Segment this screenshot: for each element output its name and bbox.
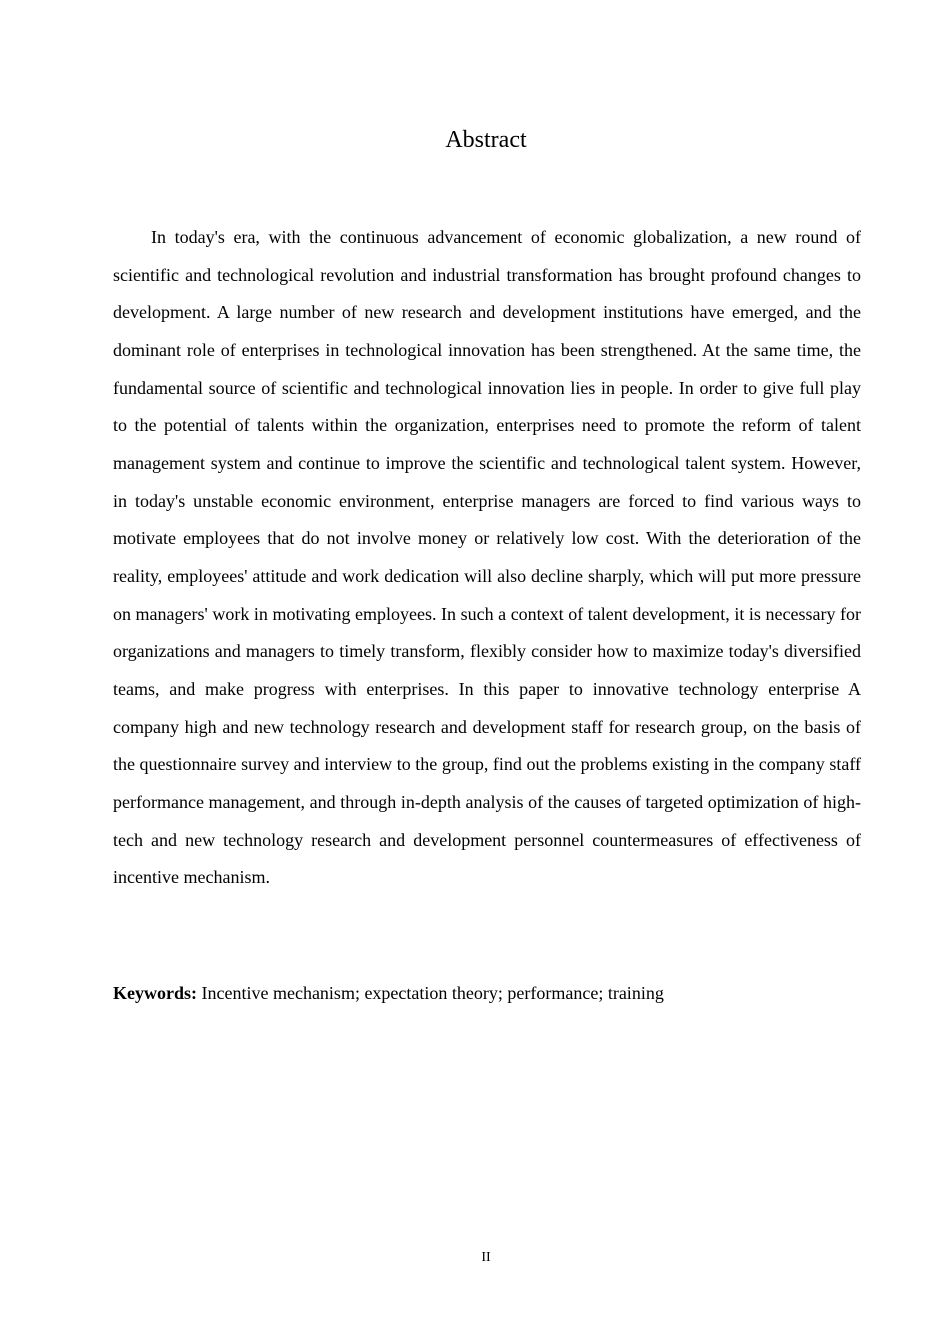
keywords-line: [113, 976, 861, 1010]
page-number: II: [481, 1250, 491, 1265]
keywords-label: Keywords:: [113, 983, 197, 1003]
abstract-body: In today's era, with the continuous advancement of economic globalization, a new round of scientific and technological revolution and industrial transformation has brought profound changes to development. A large number of new research and development institutions have emerged, and the dominant role of enterprises in technological innovation has been strengthened. At the same time, the fundamental source of scientific and technological innovation lies in people. In order to give full play to the potential of talents within the organization, enterprises need to promote the reform of talent management system and continue to improve the scientific and technological talent system. However, in today's unstable economic environment, enterprise managers are forced to find various ways to motivate employees that do not involve money or relatively low cost. With the deterioration of the reality, employees' attitude and work dedication will also decline sharply, which will put more pressure on managers' work in motivating employees. In such a context of talent development, it is necessary for organizations and managers to timely transform, flexibly consider how to maximize today's diversified teams, and make progress with enterprises. In this paper to innovative technology enterprise A company high and new technology research and development staff for research group, on the basis of the questionnaire survey and interview to the group, find out the problems existing in the company staff performance management, and through in-depth analysis of the causes of targeted optimization of high-tech and new technology research and development personnel countermeasures of effectiveness of incentive mechanism.: [113, 227, 861, 888]
abstract-title: Abstract: [445, 127, 527, 153]
keywords-text: Incentive mechanism; expectation theory; performance; training: [197, 983, 664, 1003]
